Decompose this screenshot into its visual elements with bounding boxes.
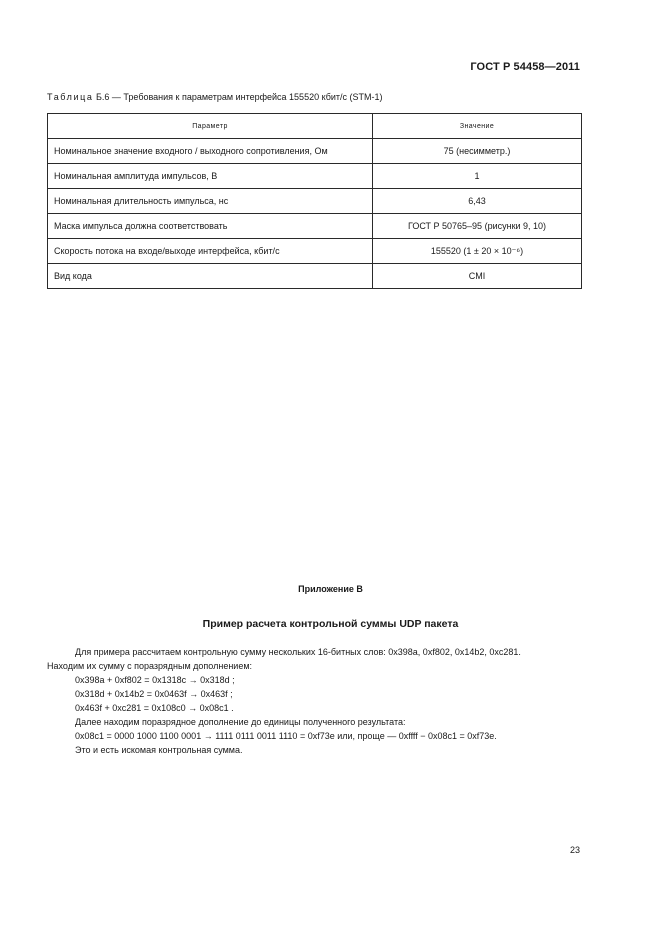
body-paragraph: Далее находим поразрядное дополнение до единицы полученного результата: <box>75 717 406 727</box>
table-row <box>48 189 582 214</box>
value-cell: ГОСТ Р 50765–95 (рисунки 9, 10) <box>373 214 582 239</box>
table-row <box>48 239 582 264</box>
table-row <box>48 214 582 239</box>
table-header-row <box>48 114 582 139</box>
parameter-cell: Вид кода <box>48 264 373 289</box>
column-header-value: Значение <box>373 114 582 139</box>
formula-line: 0x398a + 0xf802 = 0x1318c → 0x318d ; <box>75 675 235 685</box>
body-paragraph: Находим их сумму с поразрядным дополнением: <box>47 661 253 671</box>
appendix-body <box>47 645 582 757</box>
table-row <box>48 139 582 164</box>
page-number: 23 <box>569 845 580 855</box>
table-row <box>48 264 582 289</box>
appendix-heading: Пример расчета контрольной суммы UDP пакета <box>202 618 459 630</box>
table-row <box>48 164 582 189</box>
value-cell: 155520 (1 ± 20 × 10⁻⁶) <box>373 239 582 264</box>
value-cell: 75 (несимметр.) <box>373 139 582 164</box>
table-caption-label: Таблица <box>47 92 94 102</box>
parameter-cell: Номинальная амплитуда импульсов, В <box>48 164 373 189</box>
value-cell: CMI <box>373 264 582 289</box>
parameter-cell: Маска импульса должна соответствовать <box>48 214 373 239</box>
formula-line: 0x318d + 0x14b2 = 0x0463f → 0x463f ; <box>75 689 233 699</box>
parameter-cell: Номинальная длительность импульса, нс <box>48 189 373 214</box>
parameter-cell: Номинальное значение входного / выходного сопротивления, Ом <box>48 139 373 164</box>
table-caption <box>47 92 383 102</box>
table-caption-text: Б.6 — Требования к параметрам интерфейса 155520 кбит/с (STM-1) <box>93 92 383 102</box>
body-paragraph: Это и есть искомая контрольная сумма. <box>75 745 243 755</box>
formula-line: 0x08c1 = 0000 1000 1100 0001 → 1111 0111 0011 1110 = 0xf73e или, проще — 0xffff − 0x08c1 = 0xf73e. <box>75 731 497 741</box>
appendix-title: Приложение В <box>298 584 363 594</box>
column-header-parameter: Параметр <box>48 114 373 139</box>
document-id: ГОСТ Р 54458—2011 <box>470 61 580 73</box>
body-paragraph: Для примера рассчитаем контрольную сумму нескольких 16-битных слов: 0x398a, 0xf802, 0x14b2, 0xc281. <box>75 647 521 657</box>
parameter-cell: Скорость потока на входе/выходе интерфейса, кбит/с <box>48 239 373 264</box>
value-cell: 1 <box>373 164 582 189</box>
formula-line: 0x463f + 0xc281 = 0x108c0 → 0x08c1 . <box>75 703 234 713</box>
value-cell: 6,43 <box>373 189 582 214</box>
parameters-table <box>47 113 582 289</box>
